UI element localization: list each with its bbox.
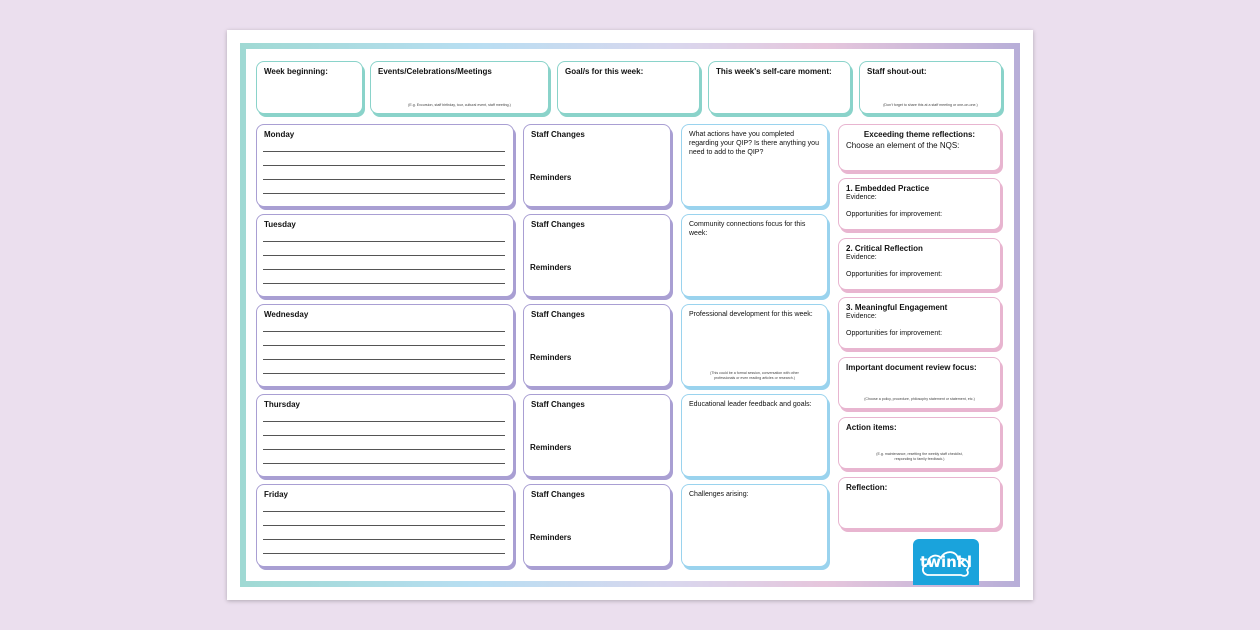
evidence-label: Evidence: (846, 194, 877, 201)
day-label: Friday (264, 490, 289, 499)
pd-box (681, 304, 828, 387)
reminders-label: Reminders (530, 443, 572, 452)
self-care-box (708, 61, 851, 114)
ed-leader-box (681, 394, 828, 477)
day-box-tuesday (256, 214, 514, 297)
day-box-friday (256, 484, 514, 567)
nqs-item-box (838, 178, 1001, 230)
action-items-box (838, 417, 1001, 469)
staff-changes-label: Staff Changes (531, 220, 585, 229)
evidence-label: Evidence: (846, 313, 877, 320)
nqs-item-title: 3. Meaningful Engagement (846, 303, 948, 312)
shout-out-note: (Don't forget to share this at a staff meeting or one-on-one.) (883, 103, 978, 107)
opportunities-label: Opportunities for improvement: (846, 211, 943, 218)
community-prompt: Community connections focus for this week: (689, 221, 806, 237)
doc-review-box (838, 357, 1001, 409)
pd-note: (This could be a formal session, conversation with other professionals or even reading articles or research.) (710, 371, 799, 380)
reminders-label: Reminders (530, 533, 572, 542)
day-label: Monday (264, 130, 295, 139)
doc-review-note: (Choose a policy, procedure, philosophy statement or statement, etc.) (864, 397, 975, 401)
nqs-item-title: 2. Critical Reflection (846, 244, 923, 253)
staff-changes-label: Staff Changes (531, 310, 585, 319)
nqs-item-box (838, 238, 1001, 290)
ed-leader-prompt: Educational leader feedback and goals: (689, 401, 812, 408)
nqs-item-box (838, 297, 1001, 349)
staff-changes-label: Staff Changes (531, 130, 585, 139)
theme-title: Exceeding theme reflections: (863, 130, 976, 139)
week-beginning-box (256, 61, 363, 114)
evidence-label: Evidence: (846, 254, 877, 261)
day-label: Wednesday (264, 310, 309, 319)
self-care-label: This week's self-care moment: (716, 67, 832, 76)
reminders-label: Reminders (530, 353, 572, 362)
day-box-thursday (256, 394, 514, 477)
challenges-prompt: Challenges arising: (689, 491, 749, 498)
day-label: Thursday (264, 400, 301, 409)
theme-reflections-box (838, 124, 1001, 171)
day-box-monday (256, 124, 514, 207)
action-items-label: Action items: (846, 423, 897, 432)
week-beginning-label: Week beginning: (264, 67, 328, 76)
qip-prompt: What actions have you completed regarding your QIP? Is there anything you need to add to the QIP? (689, 131, 819, 156)
challenges-box (681, 484, 828, 567)
staff-changes-box-thursday (523, 394, 671, 477)
staff-changes-label: Staff Changes (531, 490, 585, 499)
staff-changes-box-wednesday (523, 304, 671, 387)
reflection-box (838, 477, 1001, 529)
qip-box (681, 124, 828, 207)
events-box (370, 61, 549, 114)
shout-out-box (859, 61, 1002, 114)
community-box (681, 214, 828, 297)
shout-out-label: Staff shout-out: (867, 67, 927, 76)
staff-changes-box-friday (523, 484, 671, 567)
pd-prompt: Professional development for this week: (689, 311, 813, 318)
opportunities-label: Opportunities for improvement: (846, 271, 943, 278)
events-label: Events/Celebrations/Meetings (378, 67, 492, 76)
staff-changes-box-monday (523, 124, 671, 207)
reminders-label: Reminders (530, 173, 572, 182)
logo-text: twinkl (920, 553, 972, 571)
theme-subtitle: Choose an element of the NQS: (846, 141, 960, 150)
reminders-label: Reminders (530, 263, 572, 272)
reflection-label: Reflection: (846, 483, 888, 492)
opportunities-label: Opportunities for improvement: (846, 330, 943, 337)
events-note: (E.g. Excursion, staff birthday, tour, cultural event, staff meeting.) (408, 103, 511, 107)
goals-label: Goal/s for this week: (565, 67, 644, 76)
doc-review-label: Important document review focus: (846, 363, 977, 372)
goals-box (557, 61, 700, 114)
day-label: Tuesday (264, 220, 296, 229)
staff-changes-label: Staff Changes (531, 400, 585, 409)
action-items-note: (E.g. maintenance, resetting the weekly staff checklist, responding to family feedback.) (876, 452, 963, 461)
staff-changes-box-tuesday (523, 214, 671, 297)
day-box-wednesday (256, 304, 514, 387)
twinkl-logo (913, 539, 979, 585)
nqs-item-title: 1. Embedded Practice (846, 184, 930, 193)
